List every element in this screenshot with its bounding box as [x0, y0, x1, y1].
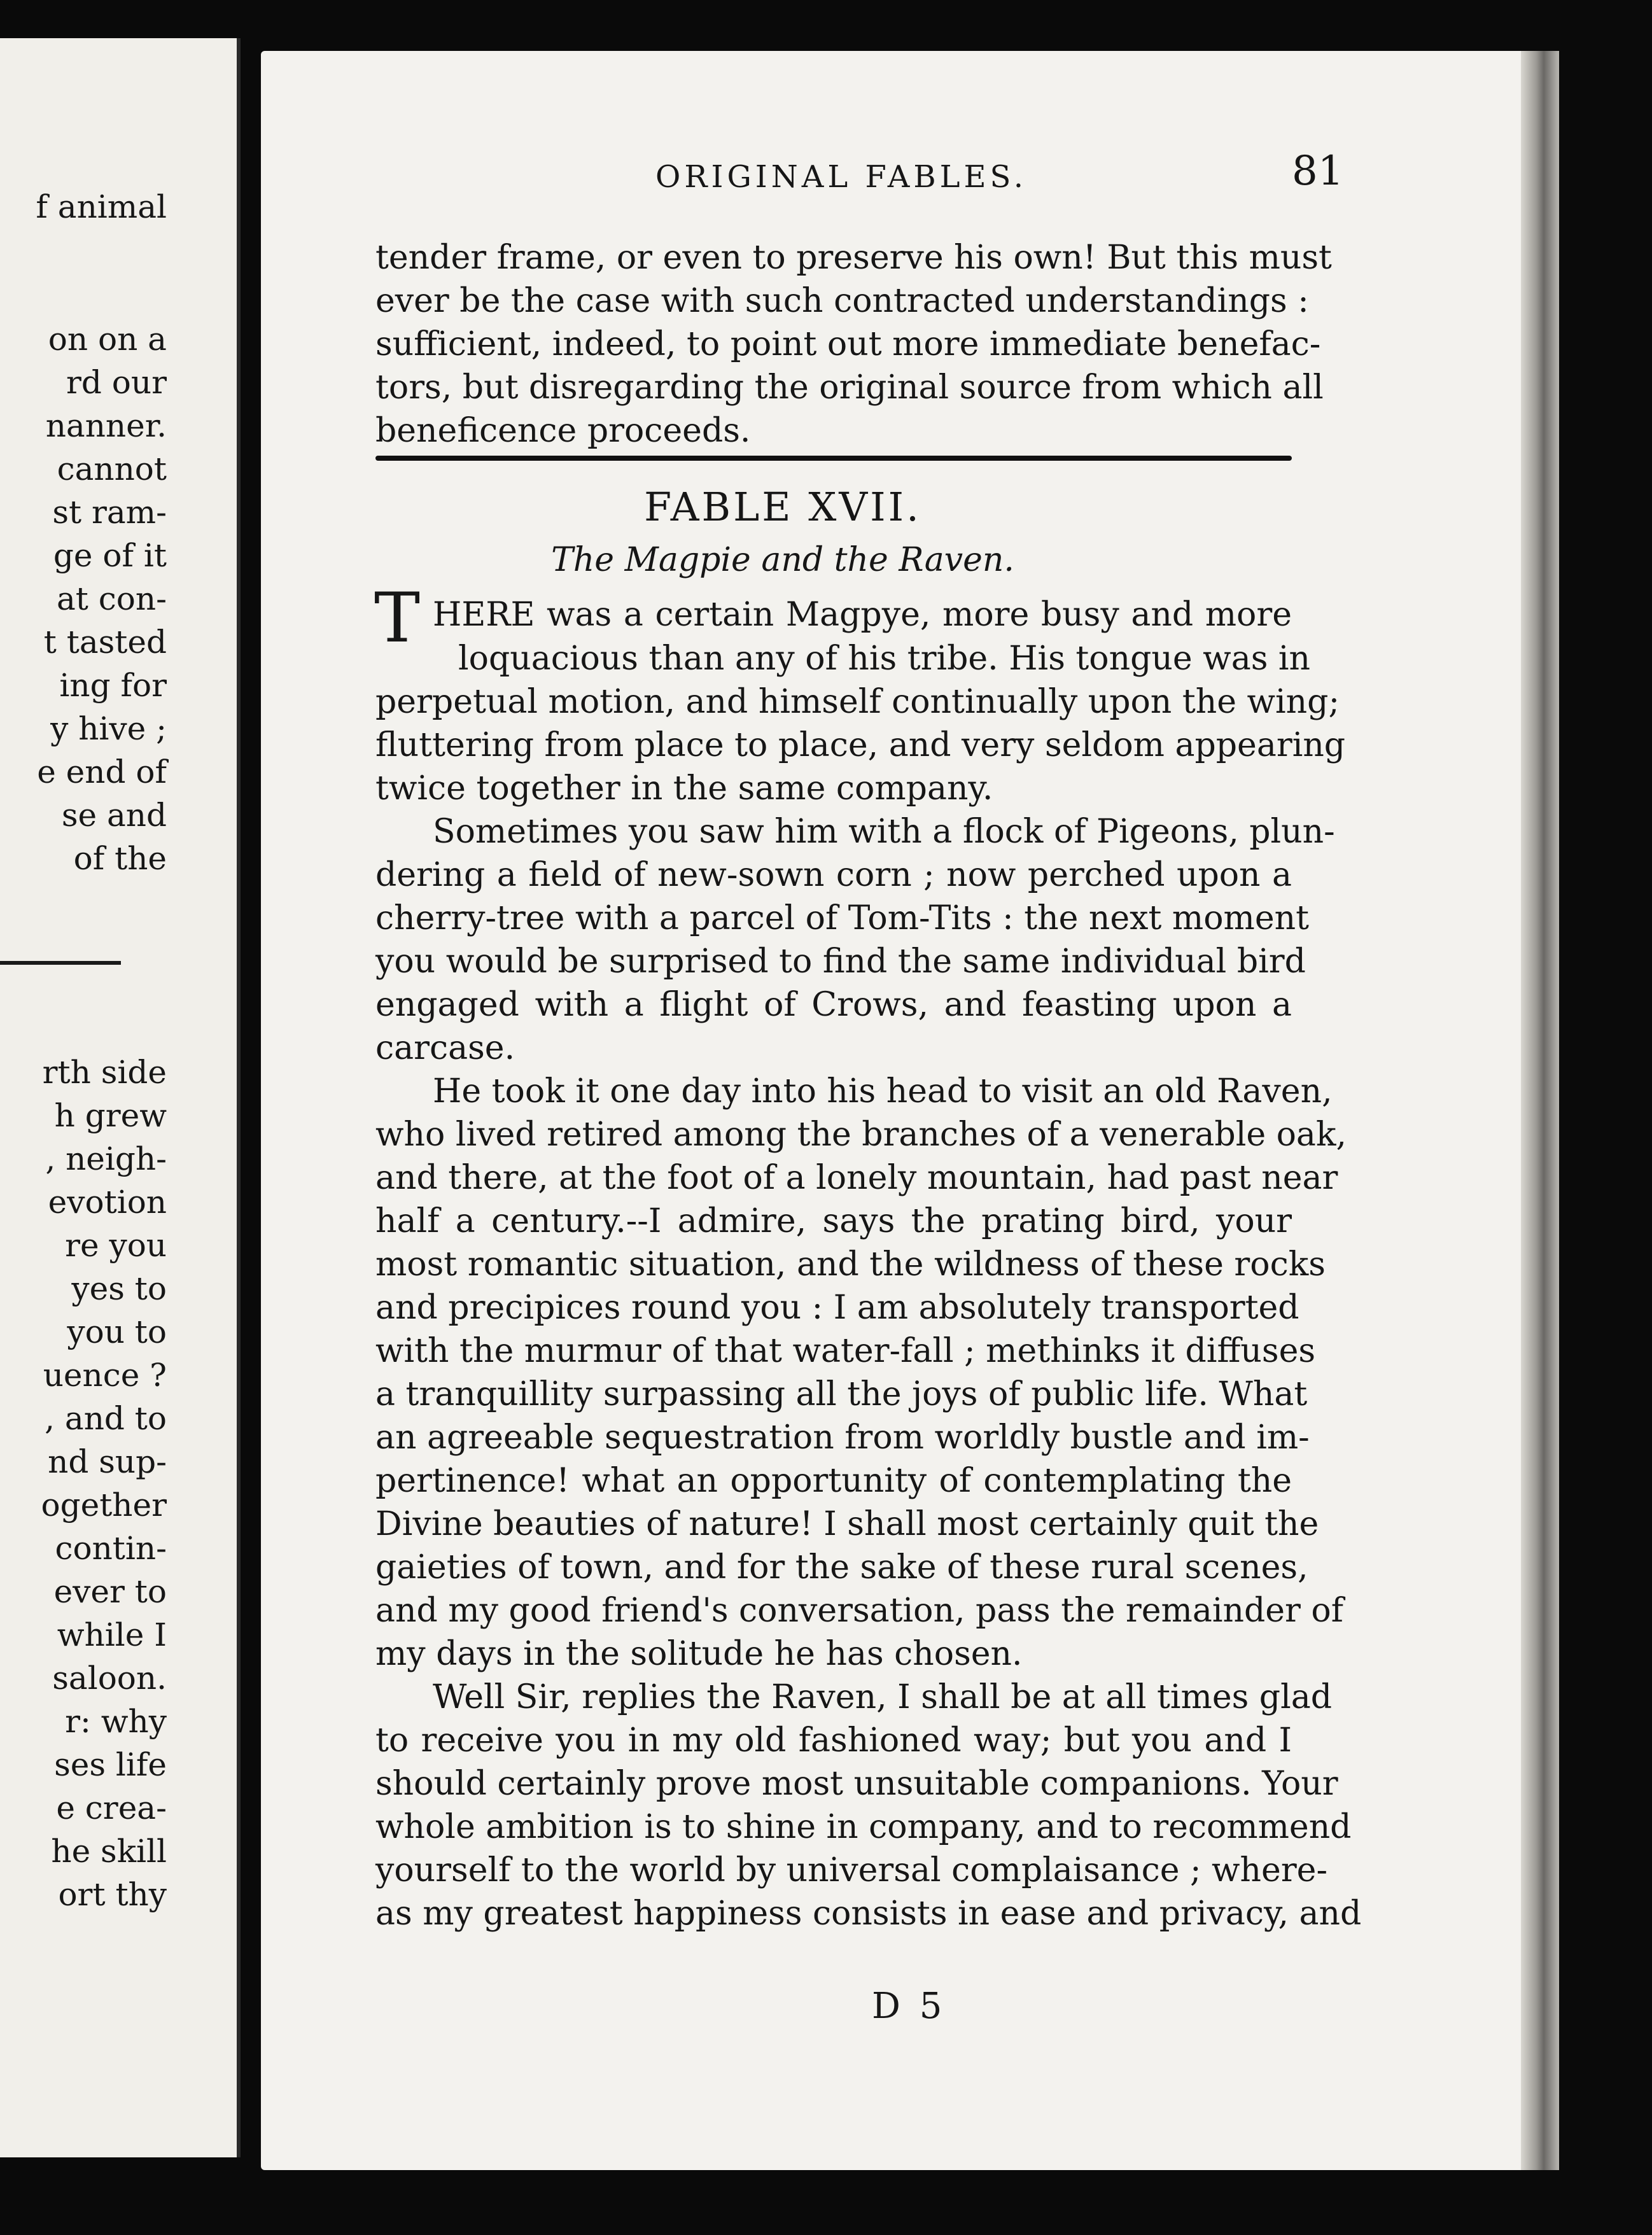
- facing-page-line: he skill: [51, 1833, 167, 1870]
- fable-line: gaieties of town, and for the sake of these rural scenes,: [375, 1548, 1308, 1587]
- facing-page-line: , and to: [45, 1400, 167, 1437]
- page-edge: [1521, 51, 1559, 2170]
- facing-page-line: ort thy: [58, 1876, 167, 1913]
- facing-page-line: f animal: [36, 188, 167, 225]
- facing-page-line: t tasted: [43, 624, 167, 661]
- intro-line: sufficient, indeed, to point out more immediate benefac-: [375, 325, 1321, 363]
- intro-line: ever be the case with such contracted understandings :: [375, 282, 1309, 320]
- facing-page-line: at con-: [57, 580, 167, 617]
- facing-page-line: ge of it: [53, 537, 167, 574]
- fable-line: an agreeable sequestration from worldly bustle and im-: [375, 1419, 1310, 1457]
- fable-line: as my greatest happiness consists in ease and privacy, and: [375, 1895, 1362, 1933]
- fable-line: and there, at the foot of a lonely mountain, had past near: [375, 1159, 1338, 1197]
- section-rule: [375, 456, 1292, 461]
- facing-page-line: rth side: [42, 1054, 167, 1091]
- fable-line: dering a field of new-sown corn ; now perched upon a: [375, 856, 1292, 894]
- page-number: 81: [1292, 148, 1344, 195]
- facing-page-line: y hive ;: [50, 710, 167, 747]
- fable-line: and my good friend's conversation, pass the remainder of: [375, 1592, 1343, 1630]
- facing-page-line: e end of: [37, 753, 167, 790]
- fable-line: loquacious than any of his tribe. His tongue was in: [458, 640, 1311, 678]
- facing-page-line: ing for: [59, 667, 167, 704]
- facing-page-line: nanner.: [45, 407, 167, 444]
- facing-page-line: contin-: [55, 1530, 167, 1567]
- intro-line: beneficence proceeds.: [375, 412, 751, 450]
- signature-mark: D 5: [872, 1986, 946, 2027]
- fable-line: whole ambition is to shine in company, and to recommend: [375, 1808, 1352, 1846]
- fable-line: half a century.--I admire, says the prating bird, your: [375, 1202, 1292, 1240]
- fable-line: pertinence! what an opportunity of contemplating the: [375, 1462, 1292, 1500]
- fable-line: Divine beauties of nature! I shall most certainly quit the: [375, 1505, 1319, 1543]
- running-title: ORIGINAL FABLES.: [655, 159, 1027, 195]
- fable-line: and precipices round you : I am absolutely transported: [375, 1289, 1299, 1327]
- fable-line: my days in the solitude he has chosen.: [375, 1635, 1023, 1673]
- facing-page-line: of the: [73, 840, 167, 877]
- fable-line: Well Sir, replies the Raven, I shall be at all times glad: [433, 1678, 1333, 1716]
- intro-line: tender frame, or even to preserve his own! But this must: [375, 239, 1332, 277]
- facing-page-line: h grew: [54, 1097, 167, 1134]
- fable-line: with the murmur of that water-fall ; methinks it diffuses: [375, 1332, 1316, 1370]
- fable-line: yourself to the world by universal complaisance ; where-: [375, 1851, 1328, 1889]
- facing-page-line: r: why: [65, 1703, 167, 1740]
- facing-page-line: re you: [65, 1227, 167, 1264]
- fable-line: carcase.: [375, 1029, 515, 1067]
- drop-cap: T: [374, 578, 421, 658]
- facing-page-line: ses life: [54, 1746, 167, 1783]
- facing-page-line: while I: [57, 1616, 167, 1653]
- fable-subtitle: The Magpie and the Raven.: [551, 541, 1014, 579]
- fable-line: engaged with a flight of Crows, and feasting upon a: [375, 986, 1292, 1024]
- facing-page-line: ever to: [53, 1573, 167, 1610]
- facing-page-line: ogether: [41, 1487, 167, 1524]
- fable-line: most romantic situation, and the wildness of these rocks: [375, 1245, 1326, 1284]
- intro-line: tors, but disregarding the original source from which all: [375, 368, 1324, 407]
- fable-line: He took it one day into his head to visit an old Raven,: [433, 1072, 1333, 1110]
- fable-line: a tranquillity surpassing all the joys of public life. What: [375, 1375, 1308, 1413]
- facing-page-line: saloon.: [52, 1660, 167, 1697]
- fable-line: to receive you in my old fashioned way; but you and I: [375, 1721, 1292, 1760]
- fable-line: who lived retired among the branches of a venerable oak,: [375, 1116, 1347, 1154]
- fable-line: Sometimes you saw him with a flock of Pigeons, plun-: [433, 813, 1335, 851]
- facing-page-line: uence ?: [43, 1357, 167, 1394]
- facing-page-rule: [0, 961, 121, 965]
- facing-page-line: st ram-: [52, 494, 167, 531]
- fable-line: you would be surprised to find the same individual bird: [375, 942, 1306, 981]
- fable-title: FABLE XVII.: [644, 484, 921, 530]
- fable-line: twice together in the same company.: [375, 769, 993, 808]
- fable-line: perpetual motion, and himself continually upon the wing;: [375, 683, 1340, 721]
- facing-page-line: yes to: [71, 1270, 167, 1307]
- facing-page-line: you to: [67, 1314, 167, 1350]
- fable-line: fluttering from place to place, and very seldom appearing: [375, 726, 1346, 764]
- fable-first-line: HERE was a certain Magpye, more busy and more: [433, 596, 1292, 634]
- book-page: [261, 51, 1540, 2170]
- facing-page-line: on on a: [48, 321, 167, 358]
- facing-page-line: rd our: [66, 364, 167, 401]
- facing-page-fragment: [0, 38, 241, 2157]
- facing-page-line: cannot: [57, 451, 167, 487]
- fable-line: should certainly prove most unsuitable companions. Your: [375, 1765, 1338, 1803]
- facing-page-line: e crea-: [56, 1790, 167, 1826]
- fable-line: cherry-tree with a parcel of Tom-Tits : the next moment: [375, 899, 1309, 937]
- facing-page-line: , neigh-: [45, 1140, 167, 1177]
- facing-page-line: nd sup-: [48, 1443, 167, 1480]
- facing-page-line: evotion: [48, 1184, 167, 1221]
- facing-page-line: se and: [61, 797, 167, 834]
